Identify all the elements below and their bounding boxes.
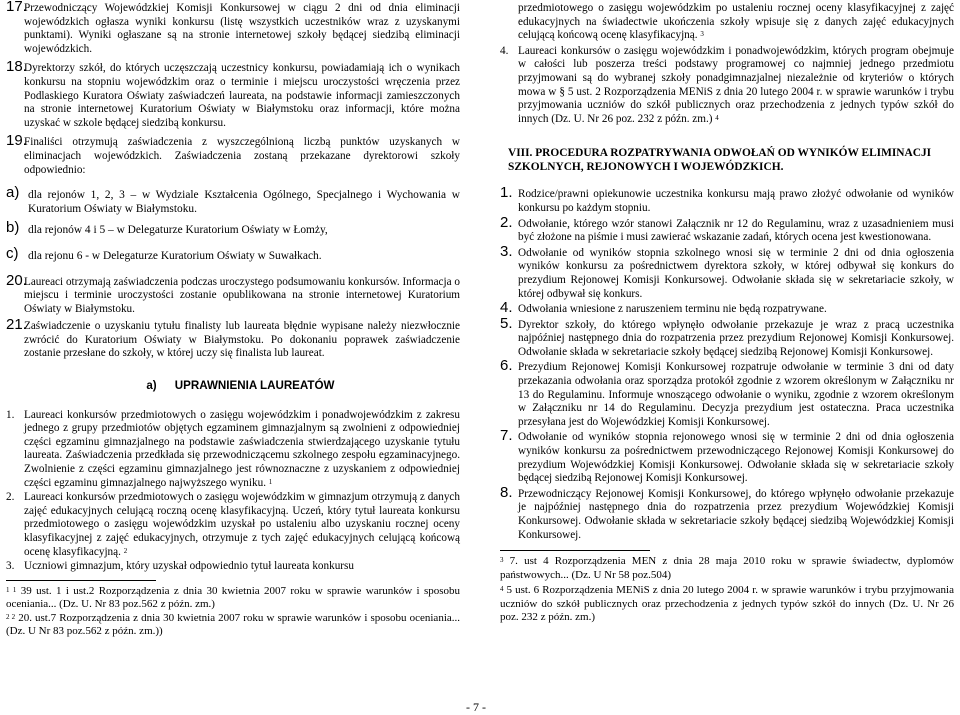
footnote-1 (6, 585, 460, 612)
rights-item-3 (6, 560, 460, 574)
item-text: Laureaci konkursów przedmiotowych o zasięgu wojewódzkim w gimnazjum otrzymują z danych zajęć edukacyjnych celującą roczną ocenę klasyfikacyjną. Uczeń, który tytuł laureata konkursu przedmiotowego o zasięgu wojewódzkim uzyskał po ustaleniu albo uzyskaniu rocznej oceny klasyfikacyjnej z zajęć edukacyjnych, otrzymuje z tych zajęć edukacyjnych celującą końcową ocenę klasyfikacyjną. (24, 491, 460, 558)
right-column (500, 2, 954, 625)
paragraph-21 (6, 316, 460, 361)
footnote-ref[interactable]: 2 (123, 546, 128, 555)
appeal-item-6 (500, 357, 954, 429)
section-heading-appeals: VIII. PROCEDURA ROZPATRYWANIA ODWOŁAŃ OD WYNIKÓW ELIMINACJI SZKOLNYCH, REJONOWYCH I WOJEWÓDZKICH. (508, 147, 932, 174)
footnote-mark: 4 (500, 585, 504, 594)
item-number: 19. (6, 132, 27, 150)
section-heading-laureates (6, 379, 460, 393)
sub-item-text: dla rejonu 6 - w Delegaturze Kuratorium Oświaty w Suwałkach. (28, 249, 322, 262)
paragraph-text: Dyrektorzy szkół, do których uczęszczają uczestnicy konkursu, powiadamiają ich o wynikach konkursu na stopniu wojewódzkim oraz o terminie i miejscu uroczystości wręczenia przez Podlaskiego Kuratora Oświaty zaświadczeń laureata, na podstawie informacji zamieszczonych na stronie internetowej Kuratorium Oświaty w Białymstoku oraz informacji, które można uzyskać w szkole będącej siedzibą konkursu. (24, 62, 460, 129)
appeal-item-1 (500, 184, 954, 215)
paragraph-text: Przewodniczący Wojewódzkiej Komisji Konkursowej w ciągu 2 dni od dnia eliminacji wojewódzkich ogłasza wyniki konkursu (listę wszystkich uczestników wraz z uzyskanymi punktami). Wyniki ogłaszane są na stronie internetowej szkoły będącej siedzibą eliminacji wojewódzkich. (24, 2, 460, 55)
footnote-mark: 2 2 (6, 612, 16, 621)
item-number: 2. (500, 213, 513, 231)
sub-item-label: c) (6, 244, 19, 262)
item-number: 2. (6, 491, 15, 504)
appeal-item-8 (500, 483, 954, 542)
item-text: Odwołanie od wyników stopnia rejonowego wnosi się w terminie 2 dni od dnia ogłoszenia wyników konkursu za pośrednictwem przewodniczącego Rejonowej Komisji Konkursowej do prezydium Wojewódzkiej Komisji Konkursowej. Odwołanie składa się w sekretariacie szkoły będącej siedzibą Rejonowej Komisji Konkursowej. (518, 431, 954, 485)
appeal-item-5 (500, 314, 954, 360)
left-column (6, 2, 460, 639)
footnote-text: 39 ust. 1 i ust.2 Rozporządzenia z dnia 30 kwietnia 2007 roku w sprawie warunków i sposobu oceniania... (Dz. U. Nr 83 poz.562 z późn. zm.) (6, 584, 461, 611)
sub-item-label: a) (6, 184, 20, 202)
item-text: Odwołanie, którego wzór stanowi Załącznik nr 12 do Regulaminu, wraz z uzasadnieniem musi być złożone na piśmie i musi zawierać wskazanie zadań, których ocena jest kwestionowana. (518, 217, 954, 244)
item-text: Odwołanie od wyników stopnia szkolnego wnosi się w terminie 2 dni od dnia ogłoszenia wyników konkursu za pośrednictwem dyrektora szkoły, w której odbywał się konkurs do prezydium Rejonowej Komisji Konkursowej. Odwołanie składa się w sekretariacie szkoły, w której odbywał się konkurs. (518, 246, 954, 300)
appeal-item-4 (500, 299, 954, 317)
item-text: Odwołania wniesione z naruszeniem terminu nie będą rozpatrywane. (518, 303, 827, 316)
footnote-ref[interactable]: 1 (268, 477, 273, 486)
item-number: 4. (500, 299, 513, 317)
item-number: 4. (500, 44, 509, 57)
item-text: Prezydium Rejonowej Komisji Konkursowej rozpatruje odwołanie w terminie 3 dni od daty przekazania odwołania oraz sporządza protokół zgodnie z wzorem określonym w Załączniku nr 13 do Regulaminu. Informuje wnoszącego odwołanie o wyniku, zgodnie z wzorem określonym w Załączniku nr 14 do Regulaminu. Decyzja prezydium jest ostateczna. Praca uczestnika przesyłana jest do Wojewódzkiej Komisji Konkursowej. (518, 361, 954, 428)
footnote-3 (500, 555, 954, 582)
paragraph-20 (6, 271, 460, 317)
continued-paragraph (500, 2, 954, 43)
appeal-item-3 (500, 242, 954, 301)
item-number: 21. (6, 316, 27, 334)
appeal-item-7 (500, 427, 954, 485)
appeal-item-2 (500, 213, 954, 245)
paragraph-text: przedmiotowego o zasięgu wojewódzkim po ustaleniu rocznej oceny klasyfikacyjnej z zajęć edukacyjnych na świadectwie ukończenia szkoły wpisuje się z danych zajęć edukacyjnych celującą końcową ocenę klasyfikacyjną. (518, 2, 954, 42)
paragraph-19 (6, 132, 460, 177)
footnote-text: 5 ust. 6 Rozporządzenia MENiS z dnia 20 lutego 2004 r. w sprawie warunków i trybu przyjmowania uczniów do szkół publicznych oraz przechodzenia z jednych typów szkół do innych (Dz. U. Nr 26 poz. 232 z późn. zm.) (500, 584, 954, 624)
paragraph-text: Laureaci otrzymają zaświadczenia podczas uroczystego podsumowaniu konkursów. Informacja o miejscu i terminie uroczystości zostanie opublikowana na stronie internetowej Kuratorium Oświaty w Białymstoku. (24, 275, 460, 315)
item-number: 1. (6, 408, 15, 421)
item-number: 8. (500, 483, 513, 501)
footnote-divider (6, 580, 156, 581)
footnote-2 (6, 612, 460, 639)
footnote-mark: 3 (500, 556, 504, 565)
footnote-mark: 1 1 (6, 585, 17, 594)
section-title: UPRAWNIENIA LAUREATÓW (174, 379, 335, 393)
item-number: 1. (500, 184, 513, 202)
item-text: Dyrektor szkoły, do którego wpłynęło odwołanie przekazuje je wraz z pracą uczestnika najpóźniej następnego dnia do rozpatrzenia przez prezydium Rejonowej Komisji Konkursowej. Odwołanie składa w sekretariacie szkoły będącej siedzibą Rejonowej Komisji Konkursowej. (518, 318, 954, 358)
item-number: 3. (500, 242, 513, 260)
footnote-text: 20. ust.7 Rozporządzenia z dnia 30 kwietnia 2007 roku w sprawie warunków i sposobu oceniania... (Dz. U Nr 83 poz.562 z późn. zm.)) (6, 611, 461, 638)
rights-item-2 (6, 491, 460, 559)
paragraph-text: Finaliści otrzymują zaświadczenia z wyszczególnioną liczbą punktów uzyskanych w eliminacjach wojewódzkich. Zaświadczenia zostaną przekazane dyrektorowi szkoły odpowiednio: (24, 136, 460, 176)
sub-item-a (6, 184, 460, 216)
item-number: 17. (6, 0, 27, 15)
item-number: 6. (500, 357, 513, 375)
rights-item-1 (6, 409, 460, 491)
section-label: a) (146, 379, 157, 393)
item-number: 20. (6, 271, 27, 289)
item-number: 18. (6, 58, 27, 76)
footnote-text: 7. ust 4 Rozporządzenia MEN z dnia 28 maja 2010 roku w sprawie świadectw, dyplomów państwowych... (Dz. U Nr 58 poz.504) (500, 555, 954, 581)
item-number: 5. (500, 314, 513, 332)
page-number: - 7 - (466, 700, 486, 714)
sub-item-b (6, 219, 460, 238)
item-number: 7. (500, 427, 513, 445)
paragraph-text: Zaświadczenie o uzyskaniu tytułu finalisty lub laureata błędnie wypisane należy niezwłocznie zwrócić do Kuratorium Oświaty w Białymstoku. Po dokonaniu poprawek zaświadczenie zostanie przesłane do szkoły, w której uczy się finalista lub laureat. (24, 320, 460, 360)
sub-item-c (6, 244, 460, 264)
sub-item-label: b) (6, 219, 20, 237)
sub-item-text: dla rejonów 1, 2, 3 – w Wydziale Kształcenia Ogólnego, Specjalnego i Wychowania w Kuratorium Oświaty w Białymstoku. (28, 189, 460, 215)
paragraph-18 (6, 58, 460, 130)
sub-item-text: dla rejonów 4 i 5 – w Delegaturze Kuratorium Oświaty w Łomży, (28, 224, 328, 237)
footnote-ref[interactable]: 4 (715, 113, 719, 122)
rights-item-4 (500, 45, 954, 127)
item-text: Laureaci konkursów przedmiotowych o zasięgu wojewódzkim i ponadwojewódzkim z zakresu jednego z grupy przedmiotów objętych egzaminem gimnazjalnym są zwolnieni z odpowiedniej części egzaminu gimnazjalnego na podstawie zaświadczenia stwierdzającego uzyskanie tytułu laureata. Zaświadczenia przedkłada się przewodniczącemu szkolnego zespołu egzaminacyjnego. Zwolnienie z części egzaminu gimnazjalnego jest równoznaczne z uzyskaniem z odpowiedniej części egzaminu gimnazjalnego najwyższego wyniku. (24, 408, 460, 489)
item-text: Przewodniczący Rejonowej Komisji Konkursowej, do którego wpłynęło odwołanie przekazuje je najpóźniej następnego dnia do rozpatrzenia przez prezydium Wojewódzkiej Komisji Konkursowej. Odwołanie składa w sekretariacie szkoły będącej siedzibą Wojewódzkiej Komisji Konkursowej. (518, 487, 954, 541)
paragraph-17 (6, 2, 460, 56)
item-number: 3. (6, 560, 15, 573)
footnote-ref[interactable]: 3 (700, 30, 704, 39)
item-text: Rodzice/prawni opiekunowie uczestnika konkursu mają prawo złożyć odwołanie od wyników konkursu po każdym stopniu. (518, 188, 954, 214)
footnote-4 (500, 584, 954, 625)
footnote-divider (500, 550, 650, 551)
item-text: Laureaci konkursów o zasięgu wojewódzkim i ponadwojewódzkim, których program obejmuje w całości lub poszerza treści podstawy programowej co najmniej jednego przedmiotu przyjmowani są do wybranej szkoły ponadgimnazjalnej niezależnie od kryteriów o których mowa w § 5 ust. 2 Rozporządzenia MENiS z dnia 20 lutego 2004 r. w sprawie warunków i trybu przyjmowania uczniów do szkół publicznych oraz przechodzenia z jednych typów szkół do innych (Dz. U. Nr 26 poz. 232 z późn. zm.) (518, 44, 954, 125)
item-text: Uczniowi gimnazjum, który uzyskał odpowiednio tytuł laureata konkursu (24, 560, 354, 573)
